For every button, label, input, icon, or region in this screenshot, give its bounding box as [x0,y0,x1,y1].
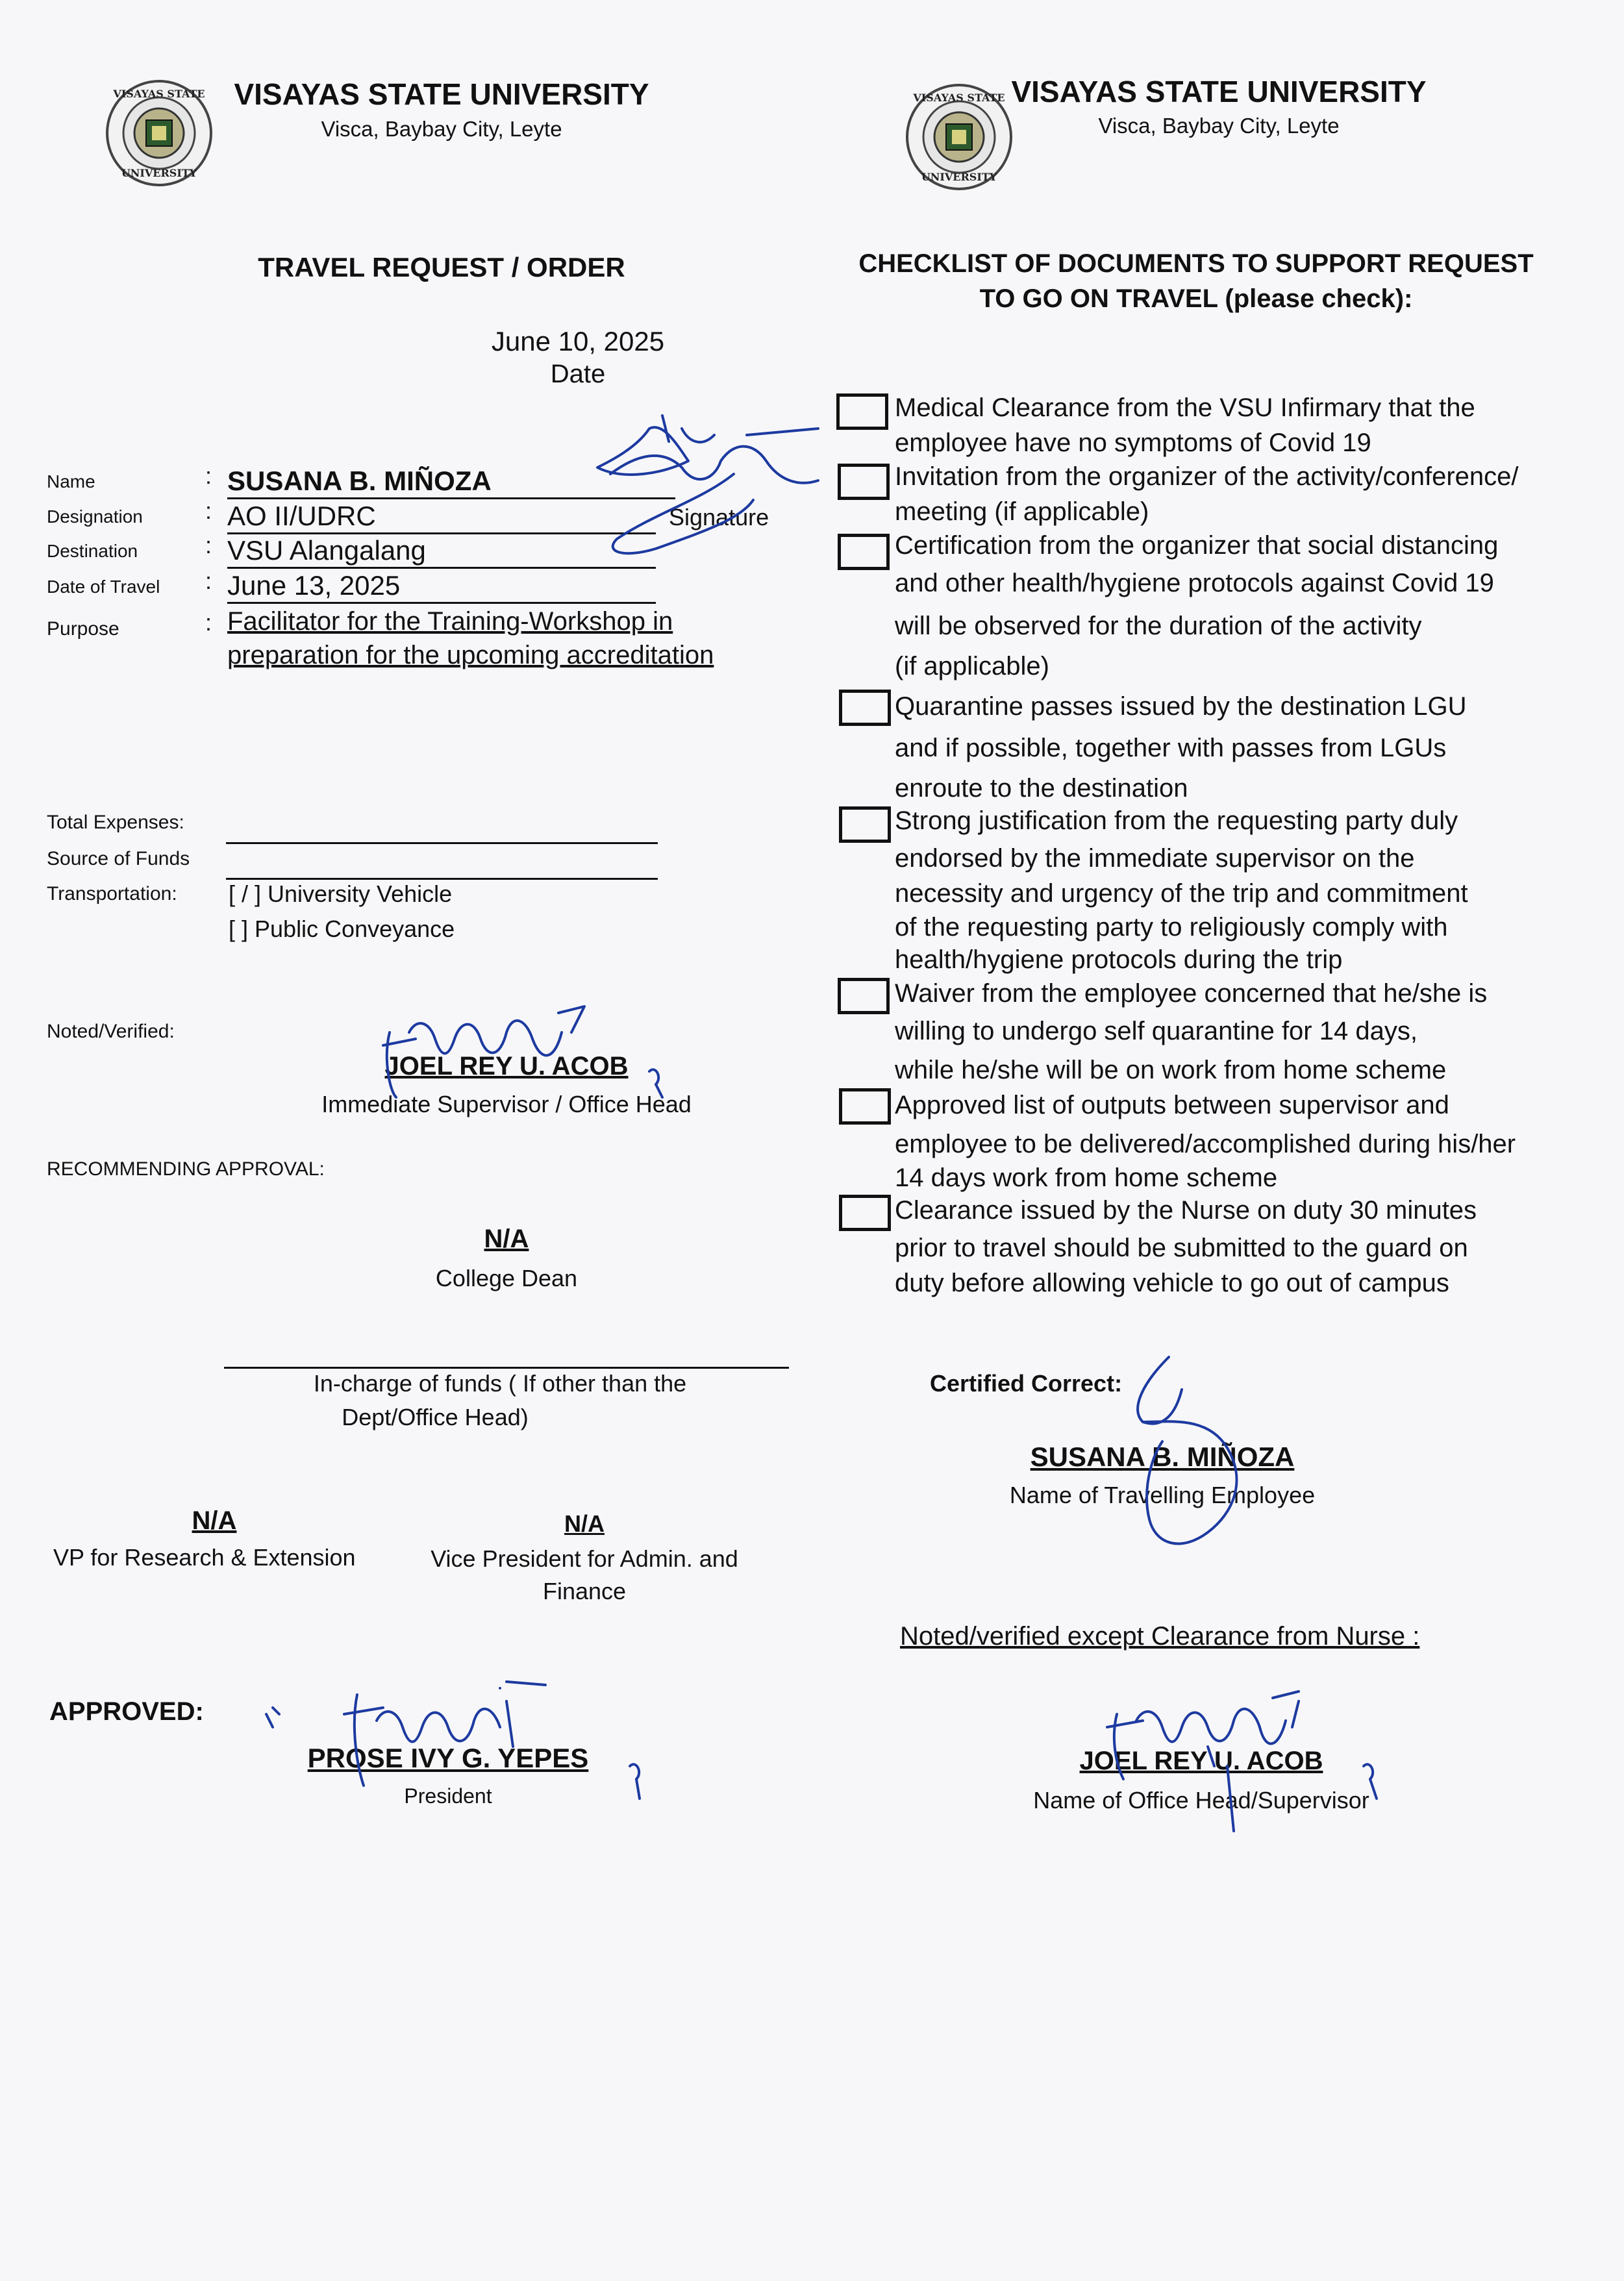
incharge-funds-line [224,1367,789,1369]
purpose-label: Purpose [47,618,119,640]
date-of-travel-label: Date of Travel [47,577,160,597]
recommending-approval-label: RECOMMENDING APPROVAL: [47,1158,325,1180]
president-title: President [404,1784,492,1808]
travelling-employee-title: Name of Travelling Employee [1009,1482,1316,1508]
svg-text:VISAYAS STATE: VISAYAS STATE [913,92,1005,104]
checklist-title-line2: TO GO ON TRAVEL (please check): [979,284,1413,313]
svg-text:UNIVERSITY: UNIVERSITY [121,167,197,179]
svg-text:VISAYAS STATE: VISAYAS STATE [113,88,205,100]
designation-value: AO II/UDRC [227,500,656,534]
checkbox[interactable] [839,1195,891,1231]
svg-text:UNIVERSITY: UNIVERSITY [921,171,997,183]
checkbox[interactable] [839,806,891,843]
purpose-line-2: preparation for the upcoming accreditation [227,641,714,669]
name-label: Name [47,471,95,492]
request-date: June 10, 2025 [491,326,665,356]
checkbox[interactable] [839,1088,891,1125]
office-head-name: JOEL REY U. ACOB [1079,1747,1323,1775]
checkbox[interactable] [839,690,891,726]
transportation-label: Transportation: [47,883,177,904]
supervisor-name: JOEL REY U. ACOB [384,1052,629,1080]
incharge-funds-line1: In-charge of funds ( If other than the [313,1370,687,1397]
university-address-right: Visca, Baybay City, Leyte [1098,114,1340,138]
destination-value: VSU Alangalang [227,534,656,569]
college-dean-title: College Dean [435,1265,578,1291]
president-name: PROSE IVY G. YEPES [307,1743,589,1773]
checkbox[interactable] [838,978,890,1014]
vp-research-title: VP for Research & Extension [53,1544,356,1571]
checkbox[interactable] [838,534,890,570]
certified-correct-label: Certified Correct: [930,1370,1123,1397]
vp-admin-title-line1: Vice President for Admin. and [431,1545,738,1572]
signature-label: Signature [669,504,769,530]
purpose-line-1: Facilitator for the Training-Workshop in [227,607,673,636]
college-dean-value: N/A [484,1225,529,1253]
incharge-funds-line2: Dept/Office Head) [342,1404,529,1430]
transport-public-conveyance: [ ] Public Conveyance [229,916,455,942]
university-name-right: VISAYAS STATE UNIVERSITY [1011,75,1427,108]
noted-verified-label: Noted/Verified: [47,1021,175,1042]
university-address-left: Visca, Baybay City, Leyte [321,117,562,141]
request-date-label: Date [550,360,606,388]
vp-admin-value: N/A [564,1510,605,1537]
name-value: SUSANA B. MIÑOZA [227,465,675,499]
transport-university-vehicle: [ / ] University Vehicle [229,880,453,907]
checkbox[interactable] [836,393,888,430]
source-of-funds-label: Source of Funds [47,848,190,869]
supervisor-title: Immediate Supervisor / Office Head [321,1091,692,1117]
office-head-title: Name of Office Head/Supervisor [1033,1787,1369,1814]
travelling-employee-name: SUSANA B. MIÑOZA [1030,1441,1295,1472]
university-name-left: VISAYAS STATE UNIVERSITY [234,77,649,111]
checkbox[interactable] [838,464,890,500]
source-of-funds-line [226,878,658,880]
designation-label: Designation [47,506,143,527]
travel-request-title: TRAVEL REQUEST / ORDER [258,252,625,282]
checklist-title-line1: CHECKLIST OF DOCUMENTS TO SUPPORT REQUEST [858,249,1534,278]
vp-research-value: N/A [192,1506,237,1535]
total-expenses-line [226,842,658,844]
approved-label: APPROVED: [49,1697,204,1726]
vp-admin-title-line2: Finance [542,1578,627,1604]
total-expenses-label: Total Expenses: [47,812,184,833]
date-of-travel-value: June 13, 2025 [227,569,656,604]
noted-except-nurse: Noted/verified except Clearance from Nurse : [900,1622,1420,1651]
destination-label: Destination [47,541,138,561]
